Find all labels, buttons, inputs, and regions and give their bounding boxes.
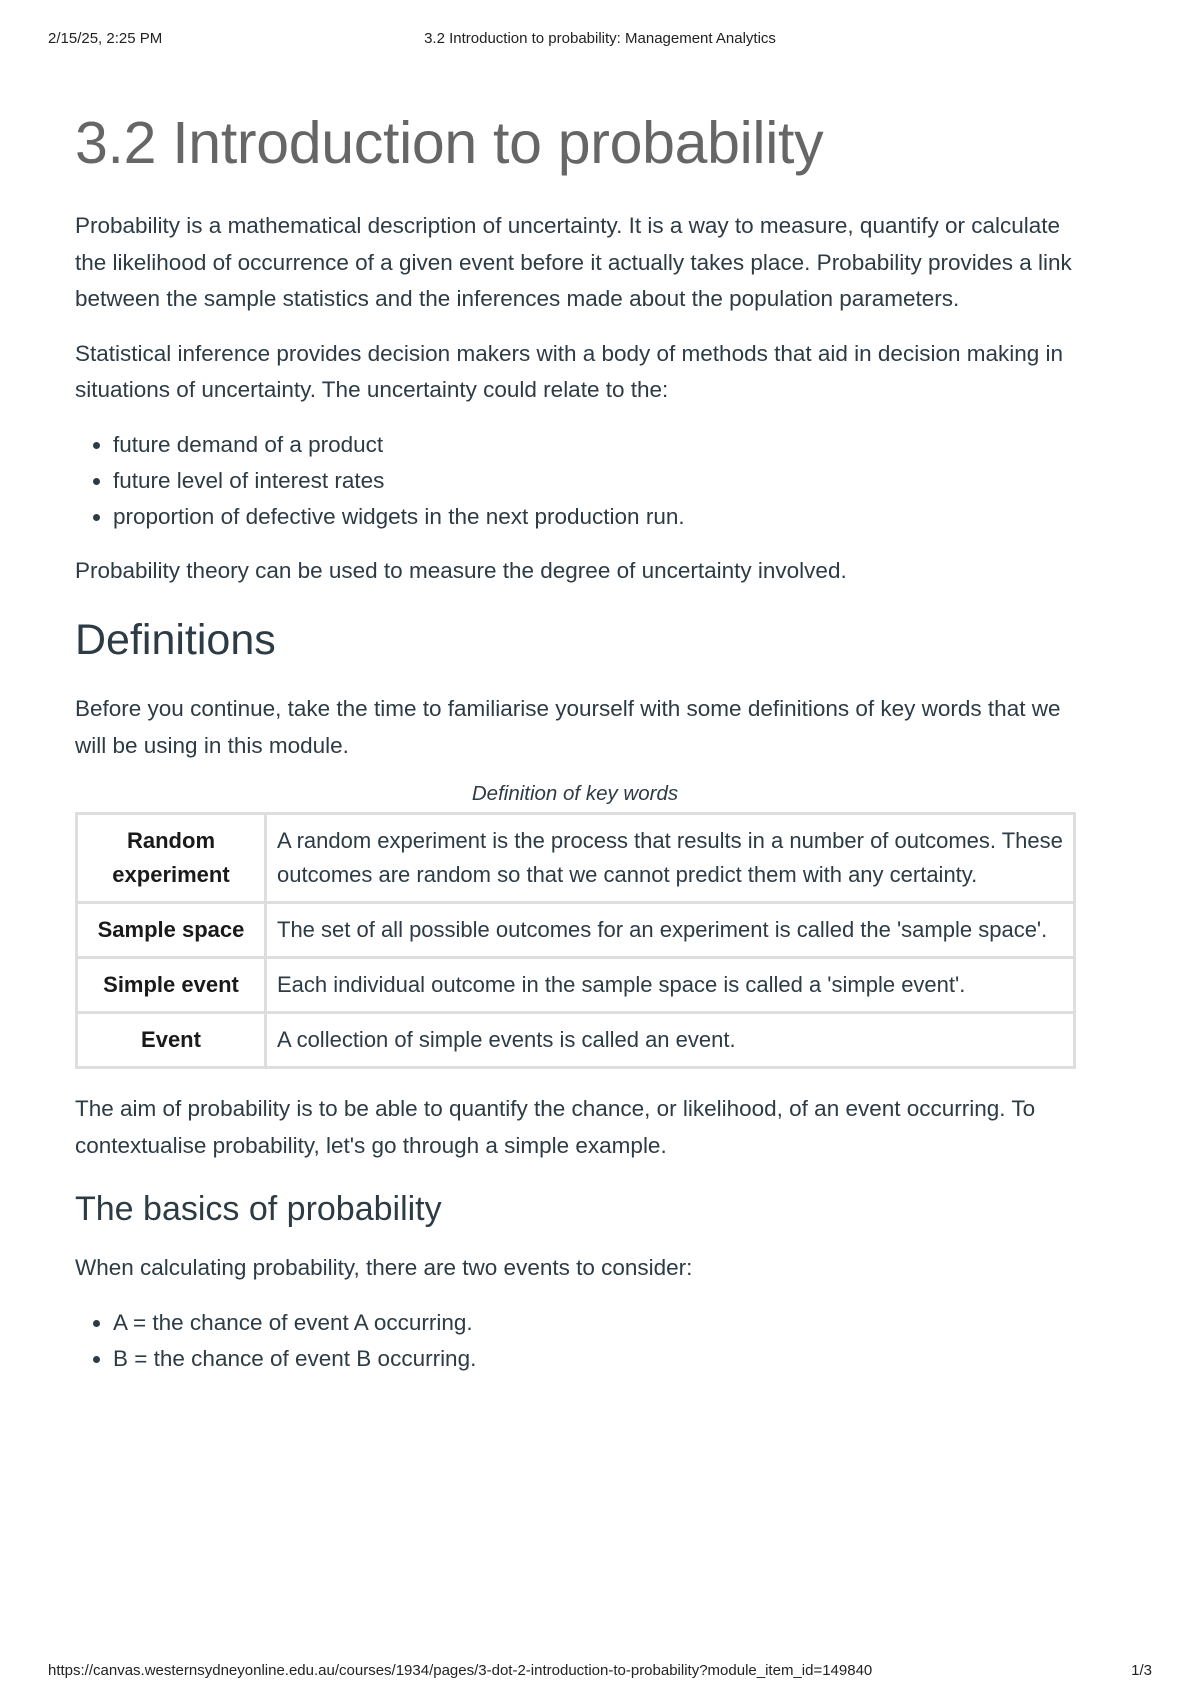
term-cell: Sample space (77, 903, 266, 958)
basics-heading: The basics of probability (75, 1190, 442, 1228)
definitions-table (75, 812, 1076, 1069)
definitions-heading: Definitions (75, 616, 276, 664)
list-item: • future level of interest rates (113, 463, 1075, 499)
table-row (77, 814, 1075, 903)
events-list (75, 1305, 1075, 1377)
table-caption: Definition of key words (471, 782, 679, 805)
intro-paragraph-1: Probability is a mathematical description of uncertainty. It is a way to measure, quantify or calculate the likelihood of occurrence of a given event before it actually takes place. Probability provides a link between the sample statistics and the inferences made about the population parameters. (75, 213, 1072, 311)
print-title: 3.2 Introduction to probability: Management Analytics (424, 30, 776, 47)
definition-cell: The set of all possible outcomes for an experiment is called the 'sample space'. (266, 903, 1075, 958)
list-item: • proportion of defective widgets in the next production run. (113, 499, 1075, 535)
page-content (75, 108, 1075, 1395)
probability-theory-text: Probability theory can be used to measure the degree of uncertainty involved. (75, 557, 847, 583)
list-item: • future demand of a product (113, 427, 1075, 463)
basics-intro: When calculating probability, there are two events to consider: (75, 1255, 693, 1280)
list-item: • A = the chance of event A occurring. (113, 1305, 1075, 1341)
term-cell: Event (77, 1013, 266, 1068)
term-cell: Simple event (77, 958, 266, 1013)
print-date: 2/15/25, 2:25 PM (48, 30, 163, 47)
definition-cell: A collection of simple events is called an event. (266, 1013, 1075, 1068)
intro-paragraph-2: Statistical inference provides decision makers with a body of methods that aid in decision making in situations of uncertainty. The uncertainty could relate to the: (75, 340, 1064, 402)
page-title: 3.2 Introduction to probability (75, 110, 824, 176)
definition-cell: A random experiment is the process that results in a number of outcomes. These outcomes are random so that we cannot predict them with any certainty. (266, 814, 1075, 903)
page-number: 1/3 (1131, 1662, 1152, 1679)
uncertainty-list (75, 427, 1075, 535)
aim-paragraph: The aim of probability is to be able to quantify the chance, or likelihood, of an event occurring. To contextualise probability, let's go through a simple example. (75, 1096, 1036, 1158)
definitions-intro: Before you continue, take the time to familiarise yourself with some definitions of key words that we will be using in this module. (75, 696, 1061, 758)
table-row (77, 903, 1075, 958)
term-cell: Random experiment (77, 814, 266, 903)
list-item: • B = the chance of event B occurring. (113, 1341, 1075, 1377)
table-row (77, 958, 1075, 1013)
table-row (77, 1013, 1075, 1068)
page-url: https://canvas.westernsydneyonline.edu.au/courses/1934/pages/3-dot-2-introduction-to-probability?module_item_id=149840 (48, 1662, 873, 1679)
definition-cell: Each individual outcome in the sample space is called a 'simple event'. (266, 958, 1075, 1013)
